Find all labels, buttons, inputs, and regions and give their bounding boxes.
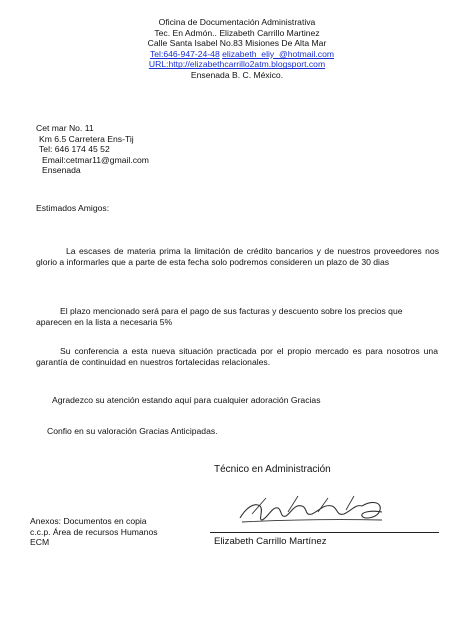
recipient-email: Email:cetmar11@gmail.com bbox=[42, 154, 149, 165]
signature-name: Elizabeth Carrillo Martínez bbox=[214, 536, 327, 547]
recipient-street: Km 6.5 Carretera Ens-Tij bbox=[39, 133, 134, 144]
annex-copy: c.c.p. Área de recursos Humanos bbox=[30, 526, 158, 537]
letterhead bbox=[0, 17, 474, 81]
contact-line bbox=[10, 49, 474, 60]
annex-initials: ECM bbox=[30, 537, 50, 548]
website-link[interactable]: URL:http://elizabethcarrillo2atm.blogsport.com bbox=[148, 59, 326, 70]
signature-title: Técnico en Administración bbox=[214, 464, 331, 475]
email-link[interactable]: elizabeth_eliy_@hotmail.com bbox=[222, 48, 335, 59]
annex-block bbox=[30, 516, 158, 548]
paragraph-2: El plazo mencionado será para el pago de sus facturas y descuento sobre los precios que aparecen en la lista a necesaria 5% bbox=[36, 306, 403, 328]
sender-title: Tec. En Admón.. Elizabeth Carrillo Martinez bbox=[154, 27, 320, 38]
paragraph-3: Su conferencia a esta nueva situación practicada por el propio mercado es para nosotros una garantía de continuidad en nuestros fortalecidas relacionales. bbox=[36, 346, 438, 368]
url-line bbox=[0, 59, 474, 70]
paragraph-4: Agradezco su atención estando aquí para cualquier adoración Gracias bbox=[52, 395, 321, 405]
sender-address: Calle Santa Isabel No.83 Misiones De Alta Mar bbox=[147, 38, 327, 49]
phone-link[interactable]: Tel:646-947-24-48 bbox=[149, 48, 220, 59]
signature-line bbox=[210, 532, 439, 533]
recipient-phone: Tel: 646 174 45 52 bbox=[39, 144, 110, 155]
sender-city: Ensenada B. C. México. bbox=[190, 69, 284, 80]
handwritten-signature bbox=[232, 490, 392, 532]
paragraph-5: Confio en su valoración Gracias Anticipadas. bbox=[47, 426, 218, 436]
office-name: Oficina de Documentación Administrativa bbox=[158, 17, 316, 27]
recipient-name: Cet mar No. 11 bbox=[36, 123, 94, 133]
greeting: Estimados Amigos: bbox=[36, 203, 110, 213]
recipient-city: Ensenada bbox=[42, 165, 81, 176]
paragraph-1: La escases de materia prima la limitación de crédito bancarios y de nuestros proveedores nos glorio a informarles que a parte de esta fecha solo podremos consideren un plazo de 30 dias bbox=[36, 246, 439, 268]
annex-documents: Anexos: Documentos en copia bbox=[30, 516, 147, 526]
recipient-block bbox=[36, 123, 149, 176]
